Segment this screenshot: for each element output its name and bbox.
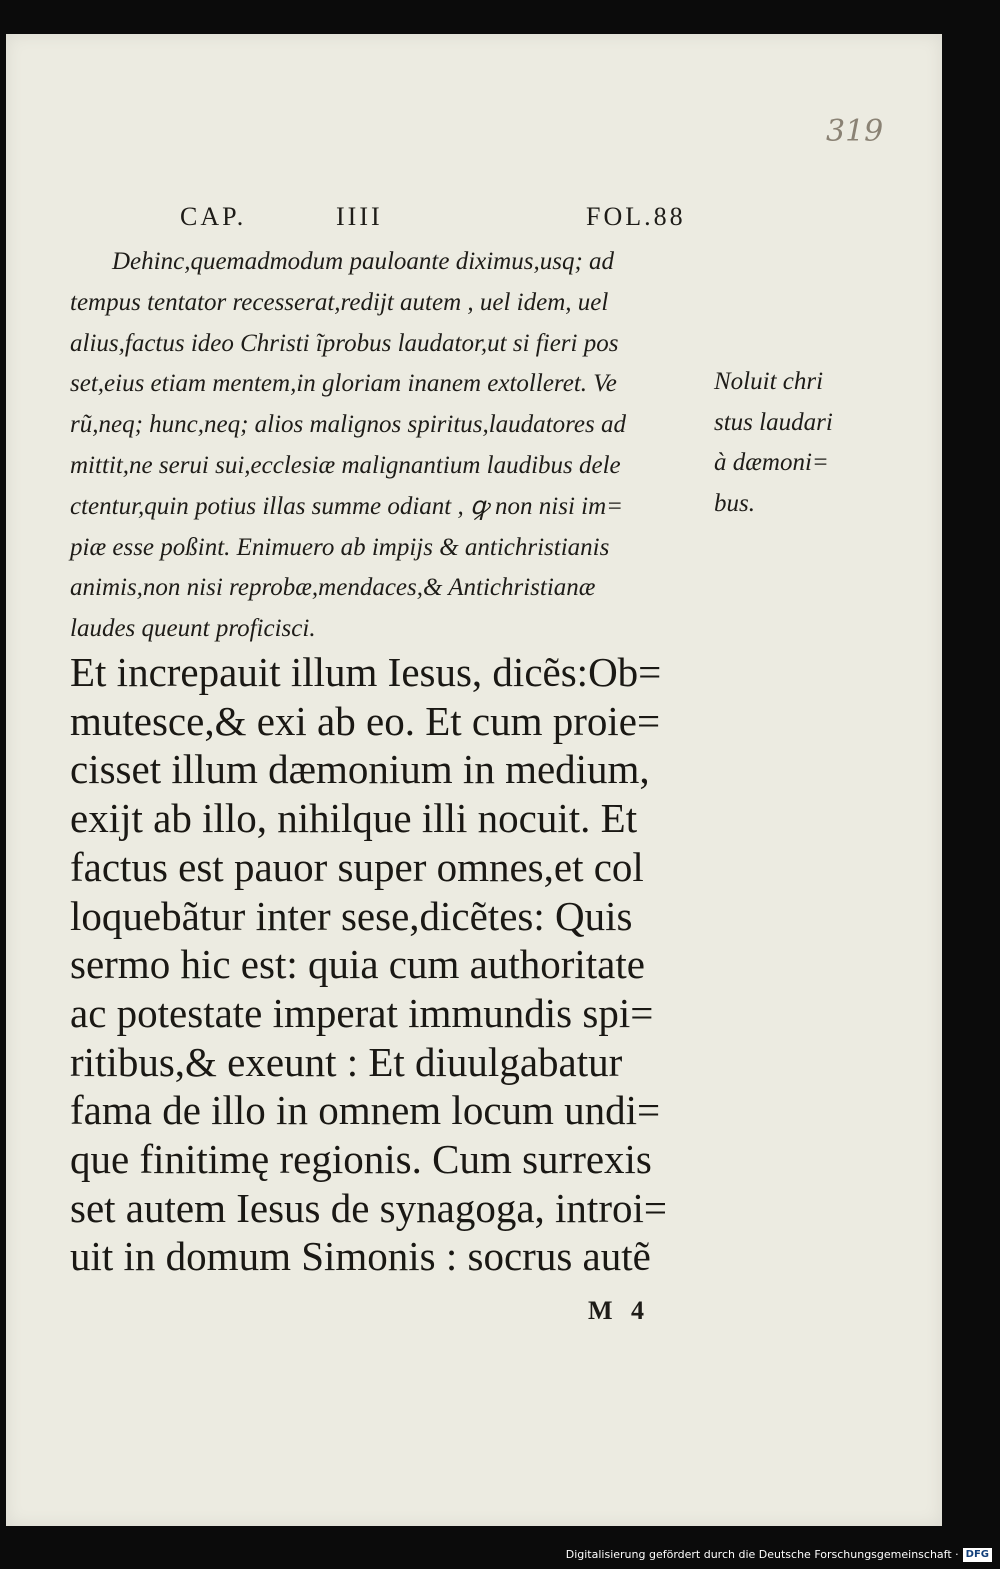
commentary-line: animis,non nisi reprobæ,mendaces,& Antichristianæ (70, 574, 596, 602)
commentary-line: ctentur,quin potius illas summe odiant , ꝙ non nisi im= (70, 492, 624, 520)
marginal-note-line: bus. (714, 489, 755, 517)
commentary-line: tempus tentator recesserat,redijt autem , uel idem, uel (70, 288, 609, 316)
running-header-folio: FOL.88 (586, 202, 686, 231)
marginal-note (714, 362, 854, 524)
scripture-line: exijt ab illo, nihilque illi nocuit. Et (70, 795, 638, 842)
commentary-line: laudes queunt proficisci. (70, 615, 316, 643)
commentary-line: Dehinc,quemadmodum pauloante diximus,usq; ad (112, 248, 615, 275)
commentary-line: set,eius etiam mentem,in gloriam inanem extolleret. Ve (70, 370, 617, 398)
digitization-footer (0, 1543, 992, 1567)
marginal-note-line: à dæmoni= (714, 449, 829, 476)
scripture-line: sermo hic est: quia cum authoritate (70, 941, 645, 988)
manuscript-page-number: 319 (826, 114, 884, 149)
running-header-chapter: CAP. (180, 202, 247, 231)
scripture-line: set autem Iesus de synagoga, introi= (70, 1184, 667, 1231)
dfg-logo: DFG (963, 1548, 992, 1562)
scripture-text-block (70, 648, 720, 1281)
marginal-note-line: Noluit chri (714, 368, 824, 395)
running-header-chapter-number: IIII (336, 202, 383, 231)
scripture-line: loquebãtur inter sese,dicẽtes: Quis (70, 892, 633, 939)
commentary-block (70, 242, 700, 650)
funding-credit-text: Digitalisierung gefördert durch die Deutsche Forschungsgemeinschaft · (565, 1548, 959, 1561)
commentary-line: piæ esse poßint. Enimuero ab impijs & antichristianis (70, 533, 610, 561)
book-page (6, 34, 942, 1526)
marginal-note-line: stus laudari (714, 408, 833, 436)
commentary-line: mittit,ne serui sui,ecclesiæ malignantium laudibus dele (70, 451, 621, 479)
commentary-line: alius,factus ideo Christi ĩprobus laudator,ut si fieri pos (70, 329, 619, 357)
scripture-line: Et increpauit illum Iesus, dicẽs:Ob= (70, 649, 662, 695)
scripture-line: fama de illo in omnem locum undi= (70, 1087, 661, 1134)
scripture-line: factus est pauor super omnes,et col (70, 843, 644, 890)
scripture-line: ac potestate imperat immundis spi= (70, 989, 654, 1036)
commentary-line: rũ,neq; hunc,neq; alios malignos spiritus,laudatores ad (70, 411, 627, 439)
scripture-line: mutesce,& exi ab eo. Et cum proie= (70, 697, 661, 744)
scripture-line: que finitimę regionis. Cum surrexis (70, 1136, 652, 1183)
scripture-line: cisset illum dæmonium in medium, (70, 746, 650, 793)
scripture-line: uit in domum Simonis : socrus autẽ (70, 1233, 651, 1280)
scripture-line: ritibus,& exeunt : Et diuulgabatur (70, 1038, 623, 1085)
signature-mark: M 4 (588, 1296, 651, 1325)
